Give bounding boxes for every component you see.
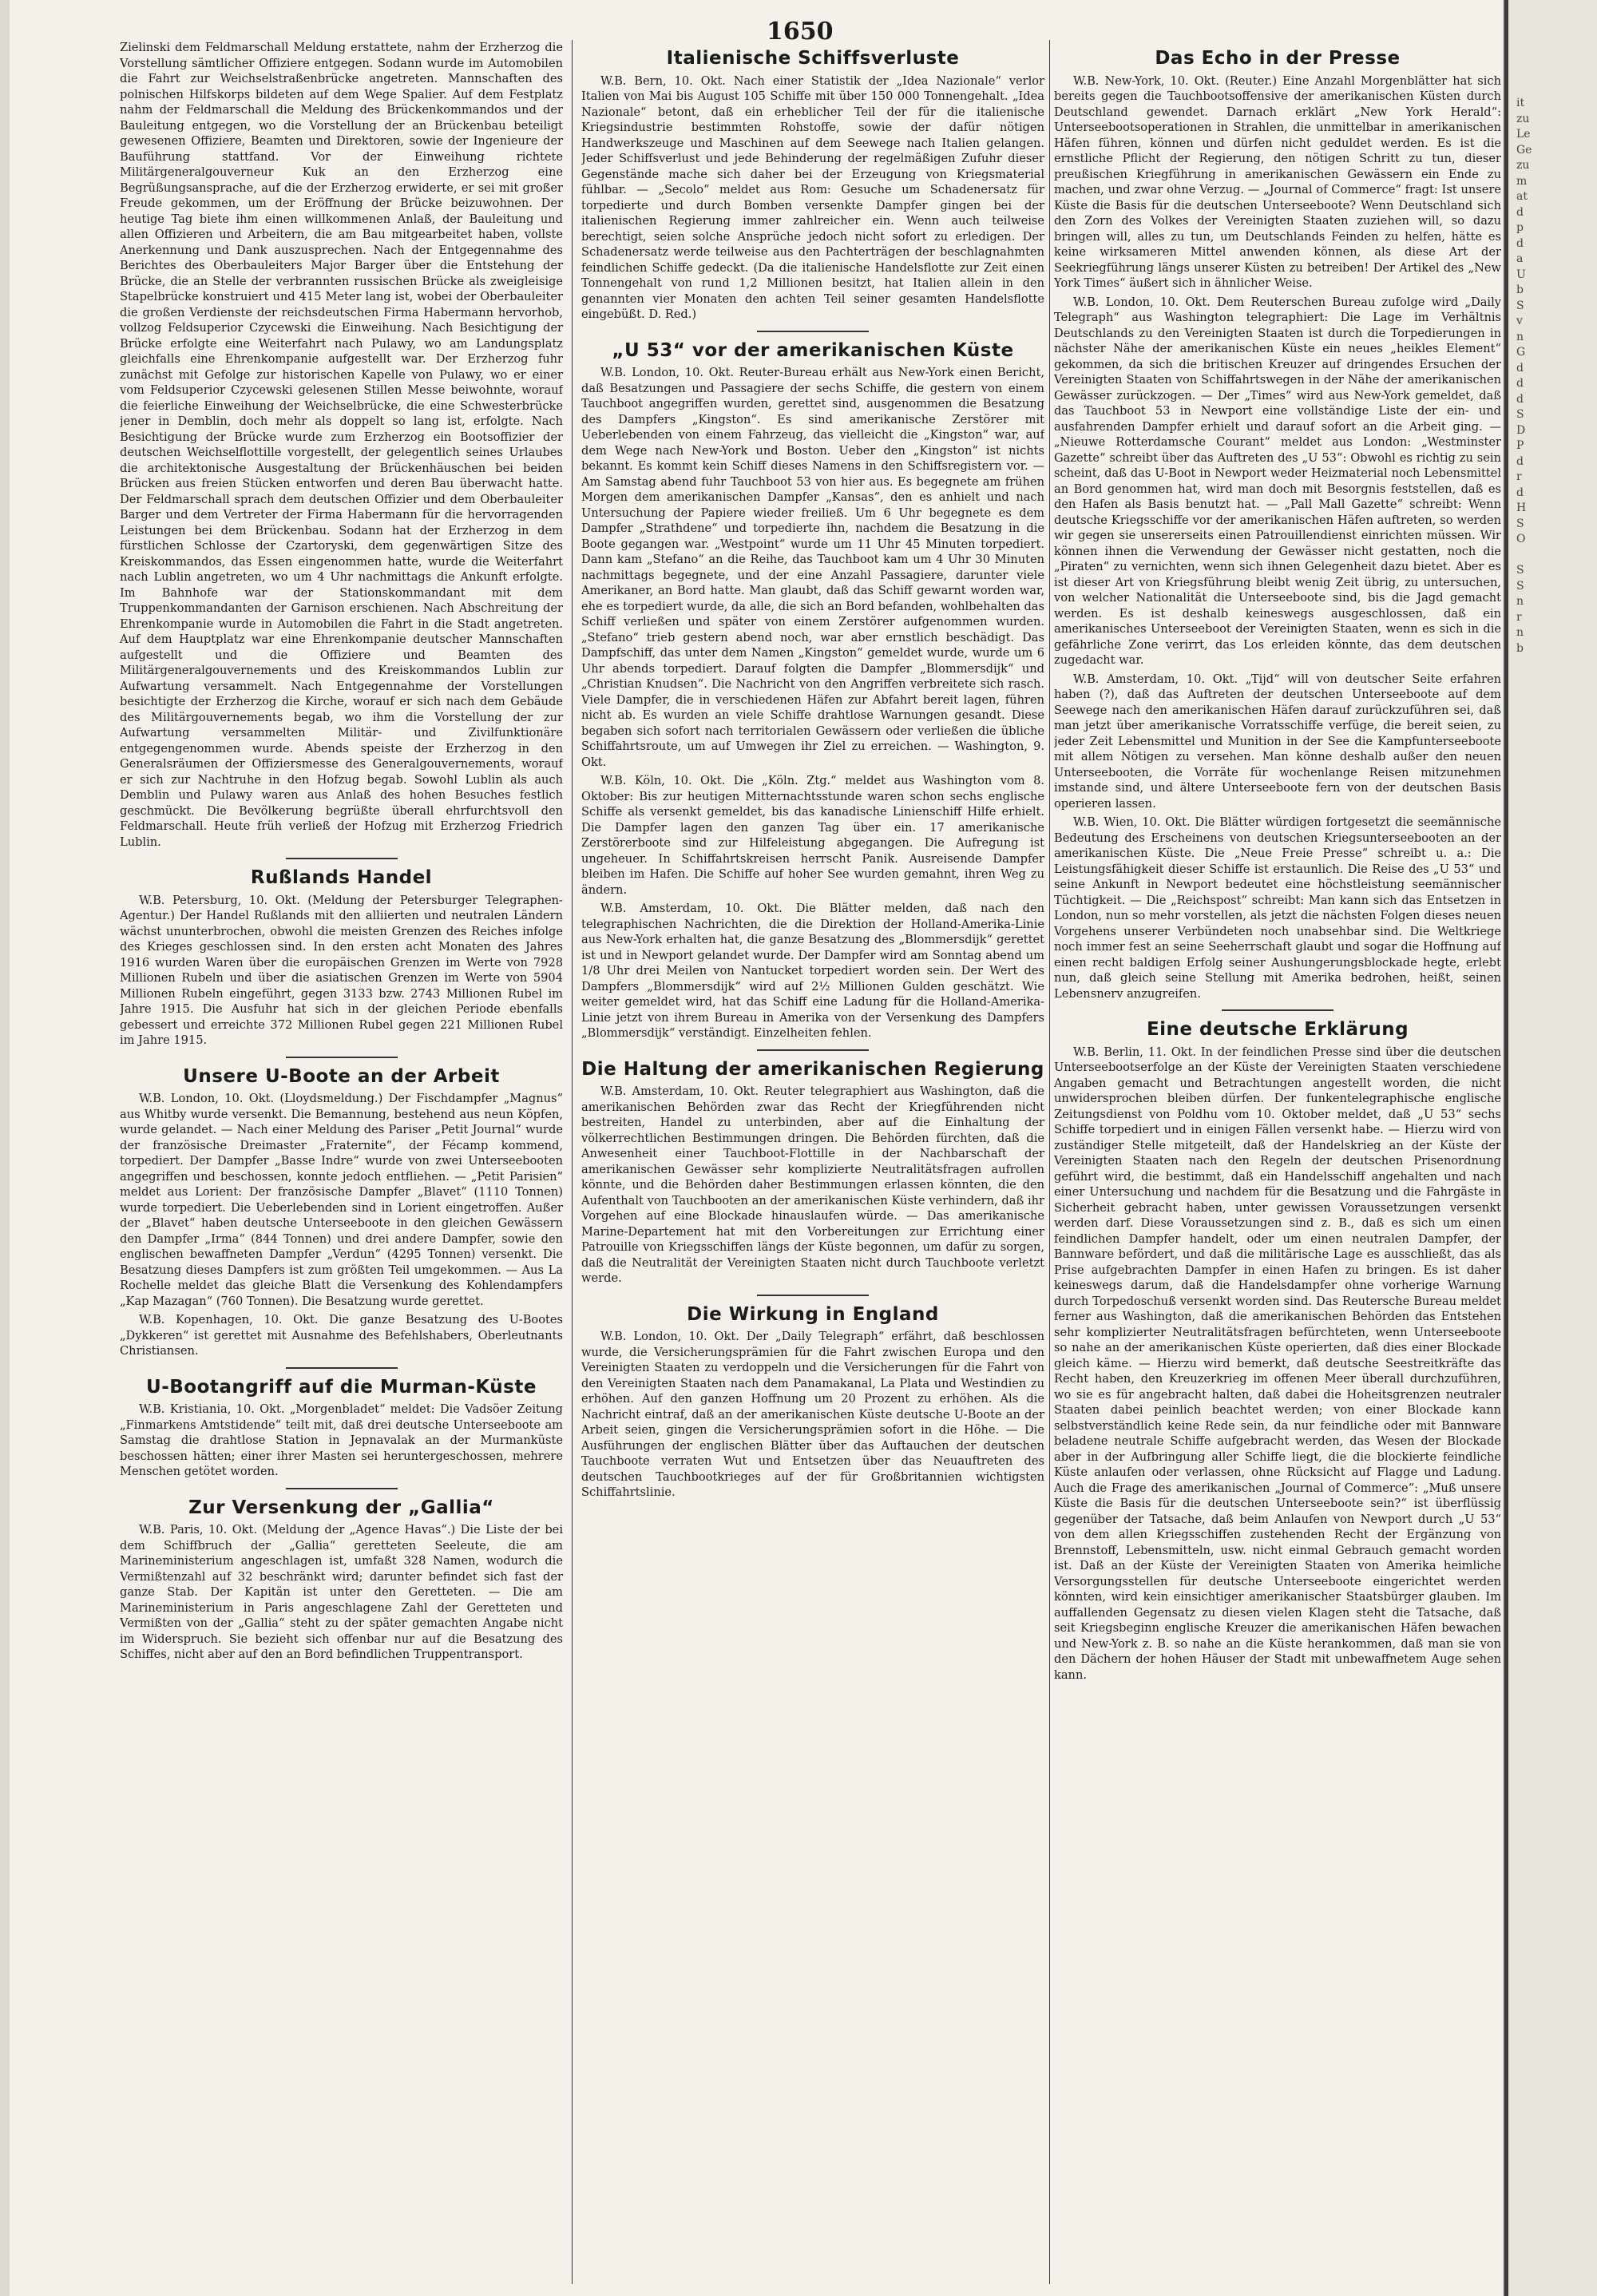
page-gutter-left <box>0 0 10 2296</box>
column-1 <box>120 40 563 2284</box>
article-headline: „U 53“ vor der amerikanischen Küste <box>612 339 1014 361</box>
article-paragraph: W.B. Petersburg, 10. Okt. (Meldung der Petersburger Telegraphen-Agentur.) Der Handel Rußlands mit den alliierten und neutralen Ländern wächst ununterbrochen, obwohl die meisten Grenzen des Reiches infolge des Krieges geschlossen sind. In den ersten acht Monaten des Jahres 1916 wurden Waren über die europäischen Grenzen im Werte von 7928 Millionen Rubeln und über die asiatischen Grenzen im Werte von 5904 Millionen Rubeln eingeführt, gegen 3133 bzw. 2743 Millionen Rubel im Jahre 1915. Die Ausfuhr hat sich in der gleichen Periode ebenfalls gebessert und erreichte 372 Millionen Rubel gegen 221 Millionen Rubel im Jahre 1915. <box>120 893 563 1047</box>
article-paragraph: W.B. London, 10. Okt. Reuter-Bureau erhält aus New-York einen Bericht, daß Besatzungen und Passagiere der sechs Schiffe, die gestern von einem Tauchboot angegriffen wurden, gerettet sind, ausgenommen die Besatzung des Dampfers „Kingston“. Es sind amerikanische Zerstörer mit Ueberlebenden von einem Fahrzeug, das vielleicht die „Kingston“ war, auf dem Wege nach New-York und Boston. Ueber den „Kingston“ ist nichts bekannt. Es kommt kein Schiff dieses Namens in den Schiffsregistern vor. — Am Samstag abend fuhr Tauchboot 53 von hier aus. Es begegnete am frühen Morgen dem amerikanischen Dampfer „Kansas“, den es anhielt und nach Untersuchung der Papiere wieder freiließ. Um 6 Uhr begegnete es dem Dampfer „Strathdene“ und torpedierte ihn, nachdem die Besatzung in die Boote gegangen war. „Westpoint“ wurde um 11 Uhr 45 Minuten torpediert. Dann kam „Stefano“ an die Reihe, das Tauchboot kam um 4 Uhr 30 Minuten nachmittags begegnete, und der eine Anzahl Passagiere, darunter viele Amerikaner, an Bord hatte. Man glaubt, daß das Schiff gewarnt worden war, ehe es torpediert wurde, da alle, die sich an Bord befanden, wohlbehalten das Schiff verließen und später von einem Zerstörer aufgenommen wurden. „Stefano“ trieb gestern abend noch, war aber ernstlich beschädigt. Das Dampfschiff, das unter dem Namen „Kingston“ gemeldet wurde, wurde um 6 Uhr abends torpediert. Darauf folgten die Dampfer „Blommersdijk“ und „Christian Knudsen“. Die Nachricht von den Angriffen verbreitete sich rasch. Viele Dampfer, die in verschiedenen Häfen zur Abfahrt bereit lagen, führen nicht ab. Es wurden an viele Schiffe drahtlose Warnungen gesandt. Diese begaben sich sofort nach territorialen Gewässern oder verließen die übliche Schiffahrtsroute, um auf Umwegen ihr Ziel zu erreichen. — Washington, 9. Okt. <box>581 366 1044 769</box>
adjacent-page-edge <box>1504 0 1597 2296</box>
article-headline: Das Echo in der Presse <box>1155 48 1401 69</box>
article-paragraph: W.B. Amsterdam, 10. Okt. „Tijd“ will von deutscher Seite erfahren haben (?), daß das Auftreten der deutschen Unterseeboote auf dem Seewege nach den amerikanischen Häfen darauf zurückzuführen sei, daß man jetzt über amerikanische Vorratsschiffe verfüge, die bereit seien, zu jeder Zeit Lebensmittel und Munition in der See die Kampfunterseeboote mit allem Nötigen zu versehen. Man könne deshalb außer den neuen Unterseebooten, die Vorräte für wochenlange Reisen mitzunehmen imstande sind, und ältere Unterseeboote fern von der deutschen Basis operieren lassen. <box>1054 672 1501 811</box>
article-headline: Italienische Schiffsverluste <box>666 48 960 69</box>
article-paragraph: W.B. Kopenhagen, 10. Okt. Die ganze Besatzung des U-Bootes „Dykkeren“ ist gerettet mit Ausnahme des Befehlshabers, Oberleutnants Christiansen. <box>120 1313 563 1358</box>
article-headline: Zur Versenkung der „Gallia“ <box>188 1497 494 1518</box>
article-paragraph: W.B. London, 10. Okt. Der „Daily Telegraph“ erfährt, daß beschlossen wurde, die Versicherungsprämien für die Fahrt zwischen Europa und den Vereinigten Staaten zu verdoppeln und die Versicherungen für die Fahrt von den Vereinigten Staaten nach dem Panamakanal, La Plata und Westindien zu erhöhen. Auf den ganzen Hoffnung um 20 Prozent zu erhöhen. Als die Nachricht eintraf, daß an der amerikanischen Küste deutsche U-Boote an der Arbeit seien, gingen die Versicherungsprämien sofort in die Höhe. — Die Ausführungen der englischen Blätter über das Auftauchen der deutschen Tauchboote verraten Wut und Entsetzen über das Neuauftreten des deutschen Tauchbootkrieges auf der für Großbritannien wichtigsten Schiffahrtslinie. <box>581 1330 1044 1499</box>
article-paragraph: W.B. Berlin, 11. Okt. In der feindlichen Presse sind über die deutschen Unterseebootserfolge an der Küste der Vereinigten Staaten verschiedene Angaben gemacht und Betrachtungen angestellt worden, die nicht unwidersprochen bleiben dürfen. Der funkentelegraphische englische Zeitungsdienst von Poldhu vom 10. Oktober meldet, daß „U 53“ sechs Schiffe torpediert und in einigen Fällen versenkt habe. — Hierzu wird von zuständiger Stelle mitgeteilt, daß der Handelskrieg an der Küste der Vereinigten Staaten nach den Regeln der deutschen Prisenordnung geführt wird, die bestimmt, daß ein Handelsschiff angehalten und nach einer Untersuchung und nachdem für die Besatzung und die Fahrgäste in Sicherheit gebracht haben, unter gewissen Voraussetzungen versenkt werden darf. Diese Voraussetzungen sind z. B., daß es sich um einen feindlichen Dampfer handelt, oder um einen neutralen Dampfer, der Bannware befördert, und daß die militärische Lage es ausschließt, das als Prise aufgebrachten Dampfer in einen Hafen zu bringen. Es ist daher keineswegs darum, daß die Handelsdampfer ohne vorherige Warnung durch Torpedoschuß versenkt worden sind. Das Reutersche Bureau meldet ferner aus Washington, daß die amerikanischen Behörden das Entstehen sehr komplizierter Neutralitätsfragen befürchteten, wenn Unterseeboote so nahe an der amerikanischen Küste operierten, daß dies einer Blockade gleich käme. — Hierzu wird bemerkt, daß deutsche Seestreitkräfte das Recht haben, den Kreuzerkrieg im offenen Meer überall durchzuführen, wo sie es für angebracht halten, daß dabei die Hoheitsgrenzen neutraler Staaten dabei peinlich beachtet werden; von einer Blockade kann selbstverständlich keine Rede sein, da nur feindliche oder mit Bannware beladene neutrale Schiffe aufgebracht werden, das Wesen der Blockade aber in der Aufbringung aller Schiffe liegt, die die blockierte feindliche Küste anlaufen oder verlassen, ohne Rücksicht auf Flagge und Ladung. Auch die Frage des amerikanischen „Journal of Commerce“: „Muß unsere Küste die Basis für die deutschen Unterseeboote sein?“ ist überflüssig gegenüber der Tatsache, daß beim Anlaufen von Newport durch „U 53“ von dem allen Kriegsschiffen zustehenden Recht der Ergänzung von Brennstoff, Lebensmitteln, usw. nicht einmal Gebrauch gemacht worden ist. Daß an der Küste der Vereinigten Staaten von Amerika heimliche Versorgungsstellen für deutsche Unterseeboote eingerichtet werden könnten, wird kein einsichtiger amerikanischer Staatsbürger glauben. Im auffallenden Gegensatz zu diesen vielen Klagen steht die Tatsache, daß seit Kriegsbeginn englische Kreuzer die amerikanischen Häfen bewachen und New-York z. B. so nahe an die Küste herankommen, daß man sie von den Dächern der hohen Häuser der Stadt mit unbewaffnetem Auge sehen kann. <box>1054 1045 1501 1682</box>
article-paragraph: W.B. London, 10. Okt. (Lloydsmeldung.) Der Fischdampfer „Magnus“ aus Whitby wurde versenkt. Die Bemannung, bestehend aus neun Köpfen, wurde gelandet. — Nach einer Meldung des Pariser „Petit Journal“ wurde der französische Dreimaster „Fraternite“, der Fécamp kommend, torpediert. Der Dampfer „Basse Indre“ wurde von zwei Unterseebooten angegriffen und beschossen, konnte jedoch entfliehen. — „Petit Parisien“ meldet aus Lorient: Der französische Dampfer „Blavet“ (1110 Tonnen) wurde torpediert. Die Ueberlebenden sind in Lorient eingetroffen. Außer der „Blavet“ haben deutsche Unterseeboote in den gleichen Gewässern den Dampfer „Irma“ (844 Tonnen) und drei andere Dampfer, sowie den englischen bewaffneten Dampfer „Verdun“ (4295 Tonnen) versenkt. Die Besatzung dieses Dampfers ist zum größten Teil umgekommen. — Aus La Rochelle meldet das gleiche Blatt die Versenkung des Kohlendampfers „Kap Mazagan“ (760 Tonnen). Die Besatzung wurde gerettet. <box>120 1092 563 1308</box>
column-2 <box>581 40 1044 2284</box>
page-fold <box>1505 0 1508 2296</box>
section-divider <box>286 1057 398 1058</box>
article-headline: Die Haltung der amerikanischen Regierung <box>581 1058 1044 1080</box>
page-number: 1650 <box>767 18 834 46</box>
section-divider <box>757 331 869 332</box>
column-3 <box>1054 40 1501 2284</box>
article-paragraph: W.B. Kristiania, 10. Okt. „Morgenbladet“ meldet: Die Vadsöer Zeitung „Finmarkens Amtstidende“ teilt mit, daß drei deutsche Unterseeboote am Samstag die drahtlose Station in Jepnavalak an der Murmanküste beschossen hätten; einer ihrer Masten sei heruntergeschossen, mehrere Menschen getötet worden. <box>120 1402 563 1478</box>
article-paragraph: W.B. Amsterdam, 10. Okt. Die Blätter melden, daß nach den telegraphischen Nachrichten, die die Direktion der Holland-Amerika-Linie aus New-York erhalten hat, die ganze Besatzung des „Blommersdijk“ gerettet ist und in Newport gelandet wurde. Der Dampfer wird am Sonntag abend um 1/8 Uhr drei Meilen von Nantucket torpediert worden sein. Der Wert des Dampfers „Blommersdijk“ wird auf 2½ Millionen Gulden geschätzt. Wie weiter gemeldet wird, hat das Schiff eine Ladung für die Holland-Amerika-Linie jetzt von ihrem Bureau in Amerika von der Versenkung des Dampfers „Blommersdijk“ verständigt. Einzelheiten fehlen. <box>581 902 1044 1040</box>
section-divider <box>286 1488 398 1489</box>
section-divider <box>1222 1009 1333 1011</box>
section-divider <box>286 858 398 859</box>
column-rule <box>1049 40 1050 2284</box>
article-headline: Eine deutsche Erklärung <box>1146 1019 1409 1040</box>
article-paragraph: W.B. New-York, 10. Okt. (Reuter.) Eine Anzahl Morgenblätter hat sich bereits gegen die Tauchbootsoffensive der amerikanischen Küsten durch Deutschland gewendet. Darnach erklärt „New York Herald“: Unterseebootsoperationen in Strahlen, die unmittelbar in amerikanischen Häfen führen, können und dürfen nicht geduldet werden. Es ist die ernstliche Pflicht der Regierung, den nötigen Schritt zu tun, dieser preußischen Kriegführung in amerikanischen Gewässern ein Ende zu machen, und zwar ohne Verzug. — „Journal of Commerce“ fragt: Ist unsere Küste die Basis für die deutschen Unterseeboote? Wenn Deutschland sich den Zorn des Volkes der Vereinigten Staaten zuziehen will, so dazu bringen will, alles zu tun, um Deutschlands Feinden zu helfen, hätte es keine wirksameren Mittel anwenden können, als diese Art der Seekriegführung längs unserer Küsten zu betreiben! Der Artikel des „New York Times“ äußert sich in ähnlicher Weise. <box>1054 73 1501 290</box>
article-headline: Rußlands Handel <box>250 867 433 888</box>
section-divider <box>757 1295 869 1296</box>
article-paragraph: W.B. Wien, 10. Okt. Die Blätter würdigen fortgesetzt die seemännische Bedeutung des Erscheinens von deutschen Kriegsunterseebooten an der amerikanischen Küste. Die „Neue Freie Presse“ schreibt u. a.: Die Leistungsfähigkeit dieser Schiffe ist erstaunlich. Die Reise des „U 53“ und seine Ankunft in Newport bedeutet eine höchstleistung seemännischer Tüchtigkeit. — Die „Reichspost“ schreibt: Man kann sich das Entsetzen in London, nun so mehr vorstellen, als jetzt die nächsten Folgen dieses neuen Vorgehens unserer Verbündeten noch unabsehbar sind. Die Weltkriege noch immer fest an seine Seeherrschaft glaubt und sogar die Hoffnung auf einen recht baldigen Erfolg seiner Aushungerungsblockade hegte, erlebt nun, daß gleich seine Stellung mit Amerika bedrohen, heißt, seinen Lebensnerv anzugreifen. <box>1054 815 1501 1001</box>
column-rule <box>572 40 573 2284</box>
article-paragraph: Zielinski dem Feldmarschall Meldung erstattete, nahm der Erzherzog die Vorstellung sämtlicher Offiziere entgegen. Sodann wurde im Automobilen die Fahrt zur Weichselstraßenbrücke angetreten. Mannschaften des polnischen Hilfskorps bildeten auf dem Wege Spalier. Auf dem Festplatz nahm der Feldmarschall die Meldung des Brückenkommandos und der Bauleitung entgegen, wo die Vorstellung der an Brückenbau beteiligt gewesenen Offiziere, Beamten und Direktoren, sowie der Ingenieure der Bauführung stattfand. Vor der Einweihung richtete Militärgeneralgouverneur Kuk an den Erzherzog eine Begrüßungsansprache, auf die der Erzherzog erwiderte, er sei mit großer Freude gekommen, um der Eröffnung der Brücke beizuwohnen. Der heutige Tag biete ihm einen willkommenen Anlaß, der Bauleitung und allen Offizieren und Arbeitern, die am Bau mitgearbeitet haben, vollste Anerkennung und Dank auszusprechen. Nach der Entgegennahme des Berichtes des Oberbauleiters Major Barger über die Entstehung der Brücke, die an Stelle der verbrannten russischen Brücke als zweigleisige Stapelbrücke konstruiert und 415 Meter lang ist, wobei der Oberbauleiter die großen Verdienste der reichsdeutschen Firma Habermann hervorhob, vollzog Feldsuperior Czycewski die Einweihung. Nach Besichtigung der Brücke erfolgte eine Weiterfahrt nach Pulawy, wo am Landungsplatz gleichfalls eine Ehrenkompanie aufgestellt war. Der Erzherzog fuhr zunächst mit Gefolge zur historischen Kapelle von Pulawy, wo er einer vom Feldsuperior Czycewski gelesenen Stillen Messe beiwohnte, worauf die feierliche Einweihung der Weichselbrücke, die eine Schwesterbrücke jener in Demblin, doch mehr als doppelt so lang ist, erfolgte. Nach Besichtigung der Brücke wurde zum Erzherzog ein Bootsoffizier der deutschen Weichselflottille vorgestellt, der gelegentlich seines Urlaubes die architektonische Ausgestaltung der Brückenhäuschen bei beiden Brücken aus freien Stücken entworfen und deren Bau überwacht hatte. Der Feldmarschall sprach dem deutschen Offizier und dem Oberbauleiter Barger und dem Vertreter der Firma Habermann für die hervorragenden Leistungen bei dem Brückenbau. Sodann hat der Erzherzog in dem fürstlichen Schlosse der Czartoryski, dem gegenwärtigen Sitze des Kreiskommandos, das Essen eingenommen hatte, wurde die Weiterfahrt nach Lublin angetreten, wo um 4 Uhr nachmittags die Ankunft erfolgte. Im Bahnhofe war der Stationskommandant mit dem Truppenkommandanten der Garnison erschienen. Nach Abschreitung der Ehrenkompanie wurde in Automobilen die Fahrt in die Stadt angetreten. Auf dem Hauptplatz war eine Ehrenkompanie deutscher Mannschaften aufgestellt und die Offiziere und Beamten des Militärgeneralgouvernements und des Kreiskommandos Lublin zur Aufwartung versammelt. Nach Entgegennahme der Vorstellungen besichtigte der Erzherzog die Kirche, worauf er sich nach dem Gebäude des Militärgouvernements begab, wo ihm die Vorstellung der zur Aufwartung versammelten Militär- und Zivilfunktionäre entgegengenommen wurde. Abends speiste der Erzherzog in den Generalsräumen der Offiziersmesse des Generalgouvernements, worauf er sich zur Nachtruhe in den Hofzug begab. Sowohl Lublin als auch Demblin und Pulawy waren aus Anlaß des hohen Besuches festlich geschmückt. Die Bevölkerung begrüßte überall ehrfurchtsvoll den Feldmarschall. Heute früh verließ der Hofzug mit Erzherzog Friedrich Lublin. <box>120 41 563 849</box>
article-paragraph: W.B. Köln, 10. Okt. Die „Köln. Ztg.“ meldet aus Washington vom 8. Oktober: Bis zur heutigen Mitternachtsstunde waren schon sechs englische Schiffe als versenkt gemeldet, bis das kanadische Linienschiff Hilfe erhielt. Die Dampfer lagen den ganzen Tag über ein. 17 amerikanische Zerstörerboote sind zur Hilfeleistung abgegangen. Die Aufregung ist ungeheuer. In Schiffahrtskreisen herrscht Panik. Ausreisende Dampfer bleiben im Hafen. Die Schiffe auf hoher See wurden gemahnt, ihren Weg zu ändern. <box>581 774 1044 897</box>
section-divider <box>757 1049 869 1051</box>
article-paragraph: W.B. Amsterdam, 10. Okt. Reuter telegraphiert aus Washington, daß die amerikanischen Behörden zwar das Recht der Kriegführenden nicht bestreiten, Handel zu unterbinden, aber auf die Einhaltung der völkerrechtlichen Bestimmungen dringen. Die Behörden fürchten, daß die Anwesenheit einer Tauchboot-Flottille in der Nachbarschaft der amerikanischen Gewässer sehr komplizierte Neutralitätsfragen aufrollen könnte, und die Behörden daher Bestimmungen erlassen könnten, die den Aufenthalt von Tauchbooten an der amerikanischen Küste verhindern, daß ihr Vorgehen auf eine Blockade hinauslaufen würde. — Das amerikanische Marine-Departement hat mit den Vorbereitungen zur Errichtung einer Patrouille von Kriegsschiffen längs der Küste begonnen, um dafür zu sorgen, daß die Neutralität der Vereinigten Staaten nicht durch Tauchboote verletzt werde. <box>581 1085 1044 1285</box>
article-paragraph: W.B. Paris, 10. Okt. (Meldung der „Agence Havas“.) Die Liste der bei dem Schiffbruch der „Gallia“ geretteten Seeleute, die am Marineministerium angeschlagen ist, umfaßt 328 Namen, wodurch die Vermißtenzahl auf 32 beschränkt wird; darunter befindet sich fast der ganze Stab. Der Kapitän ist unter den Geretteten. — Die am Marineministerium in Paris angeschlagene Zahl der Geretteten und Vermißten von der „Gallia“ steht zu der später gemachten Angabe nicht im Widerspruch. Sie bezieht sich offenbar nur auf die Besatzung des Schiffes, nicht aber auf den an Bord befindlichen Truppentransport. <box>120 1523 563 1661</box>
article-headline: U-Bootangriff auf die Murman-Küste <box>146 1376 537 1398</box>
article-headline: Die Wirkung in England <box>687 1303 939 1325</box>
article-paragraph: W.B. Bern, 10. Okt. Nach einer Statistik der „Idea Nazionale“ verlor Italien von Mai bis August 105 Schiffe mit über 150 000 Tonnengehalt. „Idea Nazionale“ betont, daß ein erheblicher Teil der für die italienische Kriegsindustrie bestimmten Rohstoffe, sowie der dafür nötigen Handwerkszeuge und Maschinen auf dem Seewege nach Italien gelangen. Jeder Schiffsverlust und jede Behinderung der regelmäßigen Zufuhr dieser Gegenstände mache sich daher bei der Erzeugung von Kriegsmaterial fühlbar. — „Secolo“ meldet aus Rom: Gesuche um Schadenersatz für torpedierte und durch Bomben versenkte Dampfer gingen bei der italienischen Regierung immer zahlreicher ein. Wenn auch teilweise berechtigt, seien solche Ansprüche jedoch nicht sofort zu erledigen. Der Schadenersatz werde teilweise aus den Pachterträgen der beschlagnahmten feindlichen Schiffe gedeckt. (Da die italienische Handelsflotte zur Zeit einen Tonnengehalt von rund 1,2 Millionen besitzt, hat Italien allein in den genannten vier Monaten den achten Teil seiner gesamten Handelsflotte eingebüßt. D. Red.) <box>581 73 1044 321</box>
article-headline: Unsere U-Boote an der Arbeit <box>183 1065 500 1087</box>
adjacent-page-fragment: it zu Le Ge zu m at d p d a U b S v n G d d d S D P d r d H S O S S n r n b <box>1516 97 1532 655</box>
article-paragraph: W.B. London, 10. Okt. Dem Reuterschen Bureau zufolge wird „Daily Telegraph“ aus Washington telegraphiert: Die Lage im Verhältnis Deutschlands zu den Vereinigten Staaten ist durch die Torpedierungen in nächster Nähe der amerikanischen Küste ein neues „heikles Element“ gekommen, da sich die britischen Kreuzer auf dringendes Ersuchen der Vereinigten Staaten von Schiffahrtswegen in der Nähe der amerikanischen Gewässer zurückzogen. — Der „Times“ wird aus New-York gemeldet, daß das Tauchboot 53 in Newport eine vollständige Liste der ein- und ausfahrenden Dampfer erhielt und darauf sofort an die Arbeit ging. — „Nieuwe Rotterdamsche Courant“ meldet aus London: „Westminster Gazette“ schreibt über das Auftreten des „U 53“: Obwohl es richtig zu sein scheint, daß das U-Boot in Newport weder Heizmaterial noch Lebensmittel an Bord genommen hat, wird man doch mit Besorgnis feststellen, daß es den Hafen als Basis benutzt hat. — „Pall Mall Gazette“ schreibt: Wenn deutsche Kriegsschiffe vor der amerikanischen Häfen auftreten, so werden wir gegen sie unsererseits einen Patrouillendienst einrichten müssen. Wir können ihnen die Verwendung der Gewässer nicht gestatten, noch die „Piraten“ zu vernichten, wenn sich ihnen Gelegenheit dazu bietet. Aber es ist dieser Art von Kriegsführung bleibt wenig Zeit übrig, zu untersuchen, von welcher Nationalität die Unterseeboote sind, bis die Jagd gemacht werden. Es ist deshalb keineswegs ausgeschlossen, daß ein amerikanisches Unterseeboot der Vereinigten Staaten, wenn es sich in die gefährliche Zone verirrt, das Los erleiden könnte, das dem deutschen zugedacht war. <box>1054 295 1501 667</box>
section-divider <box>286 1367 398 1369</box>
